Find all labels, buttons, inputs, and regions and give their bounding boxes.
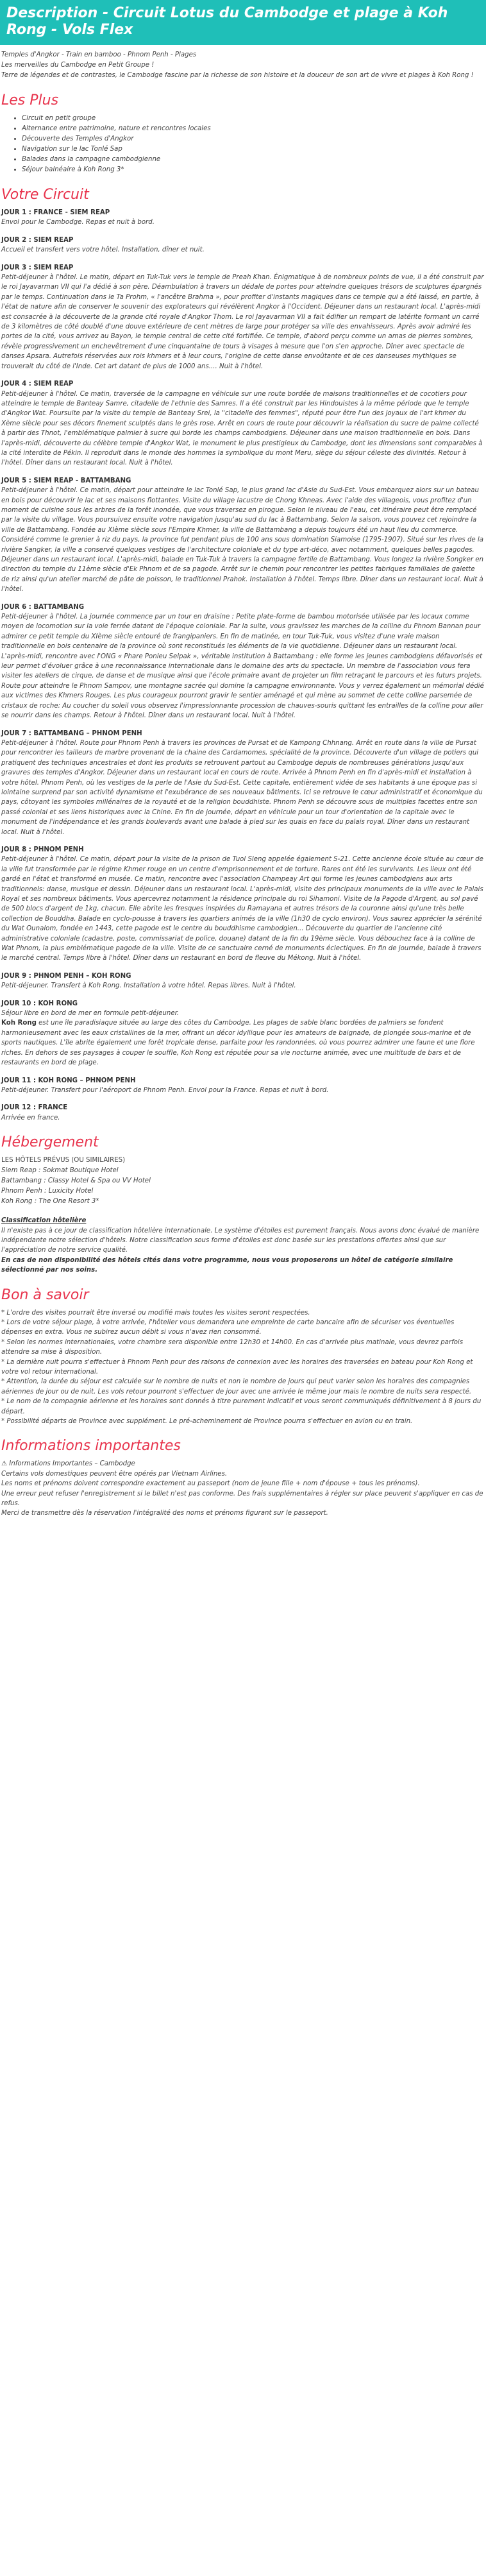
- day-title: JOUR 10 : KOH RONG: [1, 1000, 78, 1007]
- day-body: Petit-déjeuner à l'hôtel. Le matin, départ en Tuk-Tuk vers le temple de Preah Khan. Énigmatique à de nombreux points de vue, il a été construit par le roi Jayavarman VII qui l'a dédié à son père. Déambulation à travers un dédale de portes pour atteindre quelques trésors de sculptures épargnés par le temps. Continuation dans le Ta Prohm, « l'ancêtre Brahma », pour profiter d'instants magiques dans ce temple qui a été laissé, en partie, à l'état de nature afin de conserver le souvenir des explorateurs qui révélèrent Angkor à l'Occident. Déjeuner dans un restaurant local. L'après-midi est consacrée à la découverte de la grande cité royale d'Angkor Thom. Le roi Jayavarman VII a fait édifier un rempart de latérite formant un carré de 3 kilomètres de côté doublé d'une douve extérieure de cent mètres de large pour protéger sa ville des envahisseurs. Après avoir admiré les portes de la cité, vous arrivez au Bayon, le temple central de cette cité fortifiée. Ce temple, d'abord perçu comme un amas de pierres sombres, révèle progressivement un enchevêtrement d'une cinquantaine de tours à visages à mesure que l'on s'en approche. Dîner avec spectacle de danses Apsara. Autrefois réservées aux rois khmers et à leur cours, l'origine de cette danse envoûtante et de ces danseuses mythiques se trouverait du côté de l'Inde. Cet art datant de plus de 1000 ans.... Nuit à l'hôtel.: [1, 274, 484, 370]
- hotel-subheading: LES HÔTELS PRÉVUS (OU SIMILAIRES): [1, 1157, 126, 1164]
- hotel-item: Siem Reap : Sokmat Boutique Hotel: [1, 1167, 119, 1175]
- day-title: JOUR 5 : SIEM REAP - BATTAMBANG: [1, 477, 131, 484]
- day-block: [0, 729, 486, 837]
- plus-list: [14, 114, 486, 175]
- list-item: • Découverte des Temples d'Angkor: [22, 134, 486, 144]
- list-item: Les noms et prénoms doivent correspondre exactement au passeport (nom de jeune fille + nom d'épouse + tous les prénoms).: [1, 1480, 420, 1488]
- day-block: [0, 999, 486, 1068]
- day-block: [0, 263, 486, 371]
- infos-list: [0, 1459, 486, 1518]
- day-body-extra: [1, 1018, 485, 1068]
- day-block: [0, 1103, 486, 1123]
- classification-body: Il n'existe pas à ce jour de classification hôtelière internationale. Le système d'étoiles est purement français. Nous avons donc évalué de manière indépendante notre sélection d'hôtels. Notre classification sous forme d'étoiles est donc basée sur les prestations offertes ainsi que sur l'appréciation de notre service qualité.: [1, 1227, 480, 1254]
- day-body: Petit-déjeuner à l'hôtel. Ce matin, départ pour atteindre le lac Tonlé Sap, le plus grand lac d'Asie du Sud-Est. Vous embarquez alors sur un bateau en bois pour découvrir le lac et ses maisons flottantes. Visite du village lacustre de Chong Khneas. Avec l'aide des villageois, vous profitez d'un moment de cuisine sous les arbres de la forêt inondée, que vous traversez en pirogue. Selon le niveau de l'eau, cet itinéraire peut être remplacé par la visite du village. Vous poursuivez ensuite votre navigation jusqu'au sud du lac à Battambang. Selon la saison, vous pouvez cet rejoindre la ville de Battambang. Fondée au XIème siècle sous l'Empire Khmer, la ville de Battambang a depuis toujours été un haut lieu du commerce. Considéré comme le grenier à riz du pays, la province fut pendant plus de 100 ans sous domination Siamoise (1795-1907). Situé sur les rives de la rivière Sangker, la ville a conservé quelques vestiges de l'architecture coloniale et du type art-déco, avec notamment, quelques belles pagodes. Déjeuner dans un restaurant local. L'après-midi, balade en Tuk-Tuk à travers la campagne fertile de Battambang. Vous longez la rivière Songker en direction du temple du 11ème siècle d'Ek Phnom et de sa pagode. Arrêt sur le chemin pour rencontrer les petites fabriques familiales de galette de riz ainsi qu'un atelier marché de pâte de poisson, le traditionnel Prahok. Installation à l'hôtel. Temps libre. Dîner dans un restaurant local. Nuit à l'hôtel.: [1, 487, 483, 593]
- hotel-list: [0, 1156, 486, 1207]
- day-body: Petit-déjeuner à l'hôtel. Route pour Phnom Penh à travers les provinces de Pursat et de Kampong Chhnang. Arrêt en route dans la ville de Pursat pour rencontrer les tailleurs de marbre provenant de la chaine des Cardamomes, spécialité de la province. Découverte d'un village de potiers qui pratiquent des techniques ancestrales et dont les produits se retrouvent partout au Cambodge depuis de nombreuses générations jusqu'aux gravures des temples d'Angkor. Déjeuner dans un restaurant local en cours de route. Arrivée à Phnom Penh en fin d'après-midi et installation à votre hôtel. Phnom Penh, où les vestiges de la perle de l'Asie du Sud-Est. Cette capitale, entièrement vidée de ses habitants à une époque pas si lointaine surprend par son activité dynamisme et l'exubérance de ses nouveaux bâtiments. Ici se retrouve le cœur administratif et économique du pays, côtoyant les symboles millénaires de la royauté et de la religion bouddhiste. Phnom Penh se découvre sous de multiples facettes entre son passé colonial et ses liens historiques avec la Chine. En fin de journée, départ en véhicule pour un tour d'orientation de la capitale avec le monument de l'indépendance et les grands boulevards avant une balade à pied sur les quais en face du palais royal. Dîner dans un restaurant local. Nuit à l'hôtel.: [1, 739, 483, 836]
- day-body: Petit-déjeuner à l'hôtel. Ce matin, départ pour la visite de la prison de Tuol Sleng appelée également S-21. Cette ancienne école située au cœur de la ville fut transformée par le régime Khmer rouge en un centre d'emprisonnement et de torture. Rares ont été les survivants. Les lieux ont été gardé en l'état et transformé en musée. Ce matin, rencontre avec l'association Champeay Art qui forme les jeunes cambodgiens aux arts traditionnels: danse, musique et dessin. Déjeuner dans un restaurant local. L'après-midi, visite des principaux monuments de la ville avec le Palais Royal et ses nombreux bâtiments. Vous apercevrez notamment la résidence principale du roi Sihamoni. Visite de la Pagode d'Argent, au sol pavé de 500 blocs d'argent de 1kg, chacun. Elle abrite les fresques inspirées du Ramayana et autres trésors de la couronne ainsi qu'une très belle collection de Bouddha. Balade en cyclo-pousse à travers les quartiers animés de la ville (1h30 de cyclo environ). Vous saurez apprécier la sérénité du Wat Ounalom, fondée en 1443, cette pagode est le centre du bouddhisme cambodgien... Découverte du quartier de l'ancienne cité administrative coloniale (cadastre, poste, commissariat de police, douane) datant de la fin du 19ème siècle. Vous débouchez face à la colline de Wat Phnom, la plus emblématique pagode de la ville. Visite de ce sanctuaire cerné de monuments éclectiques. En fin de journée, balade à travers le marché central. Temps libre à l'hôtel. Dîner dans un restaurant en bord de fleuve du Mékong. Nuit à l'hôtel.: [1, 856, 483, 962]
- list-item: • Navigation sur le lac Tonlé Sap: [22, 144, 486, 155]
- day-body: Petit-déjeuner. Transfert à Koh Rong. Installation à votre hôtel. Repas libres. Nuit à l'hôtel.: [1, 982, 296, 990]
- day-body-extra-text: est une île paradisiaque située au large des côtes du Cambodge. Les plages de sable blanc bordées de palmiers se fondent harmonieusement avec les eaux cristallines de la mer, offrant un décor idyllique pour les amateurs de baignade, de plongée sous-marine et de sports nautiques. L'île abrite également une forêt tropicale dense, parfaite pour les randonnées, où vous pourrez admirer une faune et une flore riches. En dehors de ses paysages à couper le souffle, Koh Rong est réputée pour sa vie nocturne animée, avec une multitude de bars et de restaurants en bord de plage.: [1, 1019, 475, 1067]
- classification-note: En cas de non disponibilité des hôtels cités dans votre programme, nous vous proposerons un hôtel de catégorie similaire sélectionné par nos soins.: [1, 1256, 453, 1274]
- plus-heading: Les Plus: [1, 92, 59, 108]
- day-body: Petit-déjeuner. Transfert pour l'aéroport de Phnom Penh. Envol pour la France. Repas et nuit à bord.: [1, 1086, 329, 1094]
- day-title: JOUR 4 : SIEM REAP: [1, 380, 74, 388]
- day-body: Séjour libre en bord de mer en formule petit-déjeuner.: [1, 1010, 180, 1018]
- day-title: JOUR 1 : FRANCE - SIEM REAP: [1, 209, 110, 216]
- day-body: Envol pour le Cambodge. Repas et nuit à bord.: [1, 219, 155, 226]
- list-item: * Lors de votre séjour plage, à votre arrivée, l'hôtelier vous demandera une empreinte de carte bancaire afin de sécuriser vos éventuelles dépenses en extra. Vous ne subirez aucun débit si vous n'avez rien consommé.: [1, 1318, 455, 1336]
- list-item: Merci de transmettre dès la réservation l'intégralité des noms et prénoms figurant sur le passeport.: [1, 1510, 328, 1517]
- day-title: JOUR 12 : FRANCE: [1, 1104, 68, 1112]
- infos-heading: Informations importantes: [1, 1438, 181, 1454]
- day-block: [0, 602, 486, 721]
- hotel-item: Koh Rong : The One Resort 3*: [1, 1198, 99, 1206]
- day-block: [0, 476, 486, 595]
- day-block: [0, 845, 486, 964]
- intro-line: Les merveilles du Cambodge en Petit Groupe !: [1, 62, 155, 69]
- day-title: JOUR 8 : PHNOM PENH: [1, 846, 84, 853]
- list-item: • Balades dans la campagne cambodgienne: [22, 155, 486, 165]
- day-block: [0, 971, 486, 991]
- list-item: * Selon les normes internationales, votre chambre sera disponible entre 12h30 et 14h00. En cas d'arrivée plus matinale, vous devrez parfois attendre sa mise à disposition.: [1, 1338, 464, 1356]
- page-title: Description - Circuit Lotus du Cambodge et plage à Koh Rong - Vols Flex: [0, 0, 486, 45]
- intro-line: Temples d'Angkor - Train en bamboo - Phnom Penh - Plages: [1, 51, 197, 58]
- bon-savoir-heading: Bon à savoir: [1, 1286, 89, 1303]
- day-block: [0, 235, 486, 255]
- day-body: Accueil et transfert vers votre hôtel. Installation, dîner et nuit.: [1, 246, 205, 254]
- day-block: [0, 208, 486, 228]
- intro-line: Terre de légendes et de contrastes, le Cambodge fascine par la richesse de son histoire et la douceur de son art de vivre et plages à Koh Rong !: [1, 72, 474, 79]
- day-body: Petit-déjeuner à l'hôtel. La journée commence par un tour en draisine : Petite plate-forme de bambou motorisée utilisée par les locaux comme moyen de locomotion sur la voie ferrée datant de l'époque coloniale. Par la suite, vous gravissez les marches de la colline du Phnom Bannan pour admirer ce petit temple du XIème siècle entouré de frangipaniers. En fin de matinée, en tour Tuk-Tuk, vous visitez d'une vraie maison traditionnelle en bois centenaire de la province où sont reconstitués les éléments de la vie quotidienne. Déjeuner dans un restaurant local. L'après-midi, rencontre avec l'ONG « Phare Ponleu Selpak », véritable institution à Battambang : elle forme les jeunes cambodgiens défavorisés et leur permet d'évoluer grâce à une reconnaissance internationale dans le domaine des arts du spectacle. Un membre de l'association vous fera visiter les ateliers de cirque, de danse et de musique ainsi que l'école primaire avant de projeter un film retraçant le parcours et les futurs projets. Route pour atteindre le Phnom Sampov, une montagne sacrée qui domine la campagne environnante. Vous y verrez également un mémorial dédié aux victimes des Khmers Rouges. Les plus courageux pourront gravir le sentier aménagé et qui mène au sommet de cette colline parsemée de cristaux de roche: Au coucher du soleil vous observez l'impressionnante procession de chauves-souris quittant les entrailles de la colline pour aller se nourrir dans les champs. Retour à l'hôtel. Dîner dans un restaurant local. Nuit à l'hôtel.: [1, 613, 484, 720]
- list-item: • Séjour balnéaire à Koh Rong 3*: [22, 165, 486, 175]
- bon-savoir-list: [0, 1308, 486, 1427]
- day-body-bold: Koh Rong: [1, 1019, 37, 1027]
- day-block: [0, 379, 486, 468]
- day-title: JOUR 7 : BATTAMBANG – PHNOM PENH: [1, 729, 142, 737]
- hotel-item: Battambang : Classy Hotel & Spa ou VV Hotel: [1, 1177, 151, 1185]
- spacer: [0, 1207, 486, 1216]
- day-title: JOUR 3 : SIEM REAP: [1, 264, 74, 271]
- list-item: • Alternance entre patrimoine, nature et rencontres locales: [22, 124, 486, 134]
- hebergement-heading: Hébergement: [1, 1134, 99, 1151]
- hotel-item: Phnom Penh : Luxicity Hotel: [1, 1188, 94, 1195]
- classification-block: [0, 1216, 486, 1275]
- list-item: * Attention, la durée du séjour est calculée sur le nombre de nuits et non le nombre de jours qui peut varier selon les horaires des compagnies aériennes de jour ou de nuit. Les vols retour pourront s'effectuer de jour avec une arrivée le même jour mais le nombre de nuits sera respecté.: [1, 1378, 472, 1395]
- day-body: Arrivée en france.: [1, 1114, 60, 1122]
- day-title: JOUR 11 : KOH RONG – PHNOM PENH: [1, 1077, 136, 1084]
- day-body: Petit-déjeuner à l'hôtel. Ce matin, traversée de la campagne en véhicule sur une route bordée de maisons traditionnelles et de cocotiers pour atteindre le temple de Banteay Samre, citadelle de l'ethnie des Samres. Il a été construit par les Hindouistes à la même période que le temple d'Angkor Wat. Poursuite par la visite du temple de Banteay Srei, la "citadelle des femmes", réputé pour être l'un des joyaux de l'art khmer du Xème siècle pour ses décors finement sculptés dans le grès rose. Arrêt en cours de route pour découvrir la réalisation du sucre de palme collecté à partir des Thnot, l'emblématique palmier à sucre qui borde les champs cambodgiens. Déjeuner dans une maison traditionnelle en bois. Dans l'après-midi, découverte du célèbre temple d'Angkor Wat, le monument le plus prestigieux du Cambodge, dont les dimensions sont comparables à la cité interdite de Pékin. Il reproduit dans le monde des hommes la symbolique du mont Meru, siège du séjour céleste des divinités. Retour à l'hôtel. Dîner dans un restaurant local. Nuit à l'hôtel.: [1, 390, 483, 467]
- day-title: JOUR 2 : SIEM REAP: [1, 236, 74, 244]
- circuit-heading: Votre Circuit: [1, 187, 89, 203]
- list-item: Certains vols domestiques peuvent être opérés par Vietnam Airlines.: [1, 1470, 228, 1478]
- day-title: JOUR 6 : BATTAMBANG: [1, 603, 85, 611]
- list-item: * Possibilité départs de Province avec supplément. Le pré-acheminement de Province pourra s'effectuer en avion ou en train.: [1, 1418, 413, 1426]
- list-item: * La dernière nuit pourra s'effectuer à Phnom Penh pour des raisons de connexion avec les horaires des traversées en bateau pour Koh Rong et votre vol retour international.: [1, 1358, 473, 1376]
- classification-title: Classification hôtelière: [1, 1217, 87, 1225]
- list-item: * Le nom de la compagnie aérienne et les horaires sont donnés à titre purement indicatif et vous seront communiqués définitivement à 8 jours du départ.: [1, 1398, 482, 1415]
- list-item: • Circuit en petit groupe: [22, 114, 486, 124]
- list-item: Une erreur peut refuser l'enregistrement si le billet n'est pas conforme. Des frais supplémentaires à régler sur place peuvent s'appliquer en cas de refus.: [1, 1490, 483, 1508]
- list-item: * L'ordre des visites pourrait être inversé ou modifié mais toutes les visites seront respectées.: [1, 1309, 310, 1317]
- list-item: ⚠ Informations Importantes – Cambodge: [1, 1460, 135, 1468]
- intro: [0, 50, 486, 81]
- day-title: JOUR 9 : PHNOM PENH – KOH RONG: [1, 972, 131, 980]
- day-block: [0, 1076, 486, 1096]
